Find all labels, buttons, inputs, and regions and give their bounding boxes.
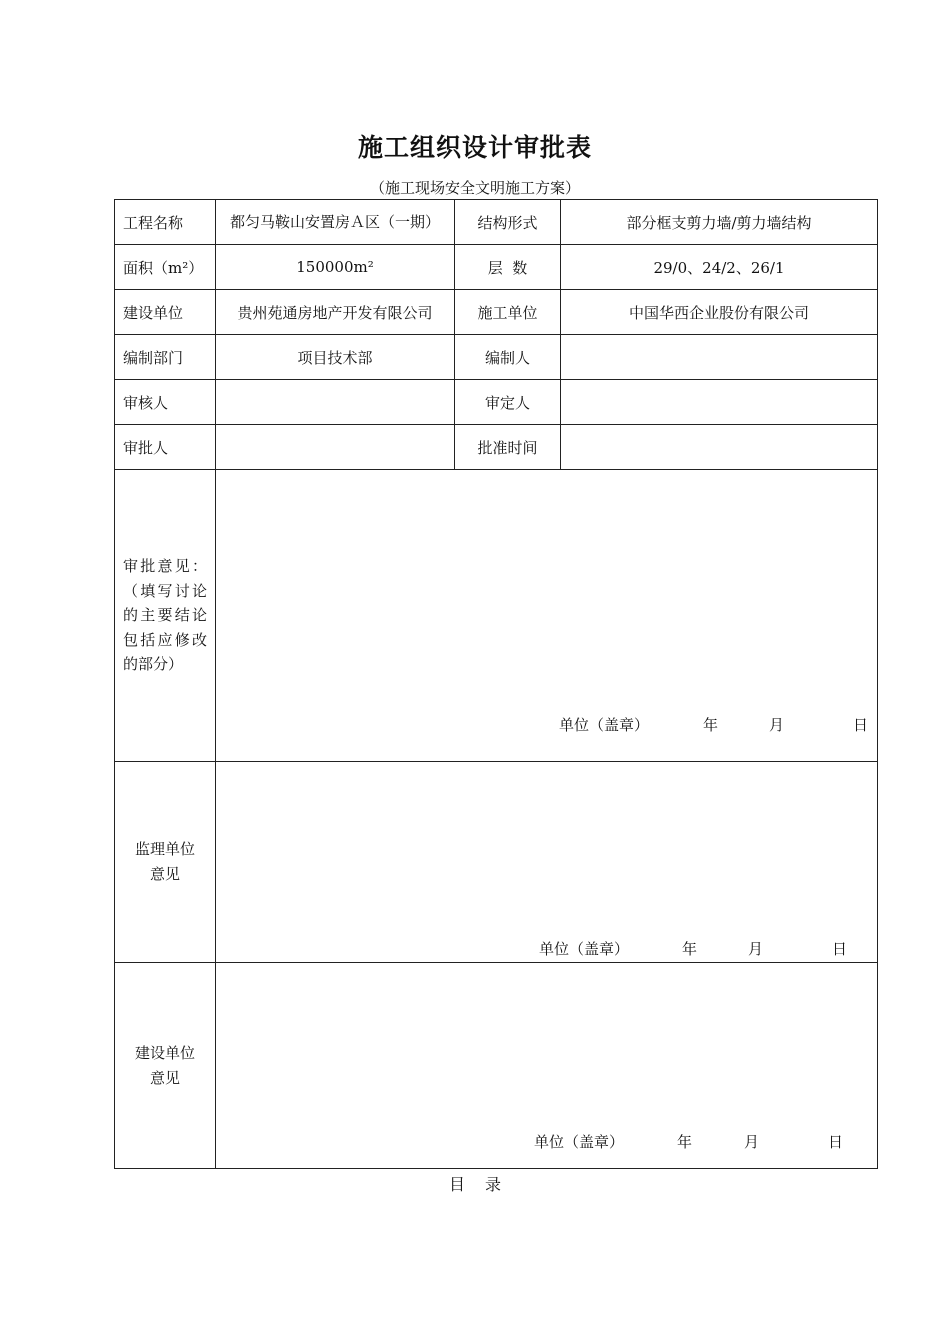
supervisor-opinion-label: 监理单位意见: [115, 762, 216, 963]
checker-value[interactable]: [561, 380, 878, 425]
approval-opinion-field[interactable]: [216, 470, 878, 762]
dept-value[interactable]: 项目技术部: [216, 335, 455, 380]
author-value[interactable]: [561, 335, 878, 380]
reviewer-value[interactable]: [216, 380, 455, 425]
row-project-name: [115, 200, 878, 245]
reviewer-label: 审核人: [115, 380, 216, 425]
row-approver: [115, 425, 878, 470]
row-owner: [115, 290, 878, 335]
approval-opinion-label-cell: [115, 470, 216, 762]
supervisor-stamp-year: 年: [682, 940, 698, 958]
structure-value[interactable]: 部分框支剪力墙/剪力墙结构: [561, 200, 878, 245]
document-title: 施工组织设计审批表: [357, 133, 592, 162]
checker-label: 审定人: [455, 380, 561, 425]
approval-form-table: [114, 199, 878, 1169]
owner-value[interactable]: 贵州苑通房地产开发有限公司: [216, 290, 455, 335]
project-name-value[interactable]: 都匀马鞍山安置房Ａ区（一期）: [216, 200, 455, 245]
approval-stamp-year: 年: [703, 716, 719, 734]
owner-label: 建设单位: [115, 290, 216, 335]
row-dept: [115, 335, 878, 380]
approver-value[interactable]: [216, 425, 455, 470]
approval-time-label: 批准时间: [455, 425, 561, 470]
project-name-label: 工程名称: [115, 200, 216, 245]
owner-stamp-day: 日: [828, 1133, 844, 1151]
owner-stamp-month: 月: [744, 1133, 760, 1151]
dept-label: 编制部门: [115, 335, 216, 380]
supervisor-stamp-month: 月: [748, 940, 764, 958]
floors-label: 层 数: [455, 245, 561, 290]
owner-opinion-label: 建设单位意见: [115, 963, 216, 1169]
supervisor-stamp-unit: 单位（盖章）: [539, 940, 630, 958]
approval-opinion-label: 审批意见：（填写讨论的主要结论包括应修改的部分）: [123, 557, 207, 674]
owner-stamp-unit: 单位（盖章）: [534, 1133, 625, 1151]
approval-stamp-month: 月: [769, 716, 785, 734]
approver-label: 审批人: [115, 425, 216, 470]
supervisor-stamp-day: 日: [832, 940, 848, 958]
area-label: 面积（m²）: [115, 245, 216, 290]
floors-value[interactable]: 29/0、24/2、26/1: [561, 245, 878, 290]
owner-stamp-year: 年: [677, 1133, 693, 1151]
approval-time-value[interactable]: [561, 425, 878, 470]
row-area: [115, 245, 878, 290]
row-owner-opinion: [115, 963, 878, 1169]
owner-opinion-field[interactable]: [216, 963, 878, 1169]
row-supervisor-opinion: [115, 762, 878, 963]
contractor-label: 施工单位: [455, 290, 561, 335]
table-of-contents-heading: 目录: [448, 1175, 521, 1194]
approval-stamp-day: 日: [853, 716, 869, 734]
row-reviewer: [115, 380, 878, 425]
area-value[interactable]: 150000m²: [216, 245, 455, 290]
author-label: 编制人: [455, 335, 561, 380]
document-subtitle: （施工现场安全文明施工方案）: [369, 179, 580, 197]
structure-label: 结构形式: [455, 200, 561, 245]
contractor-value[interactable]: 中国华西企业股份有限公司: [561, 290, 878, 335]
supervisor-opinion-field[interactable]: [216, 762, 878, 963]
approval-stamp-unit: 单位（盖章）: [559, 716, 650, 734]
row-approval-opinion: [115, 470, 878, 762]
